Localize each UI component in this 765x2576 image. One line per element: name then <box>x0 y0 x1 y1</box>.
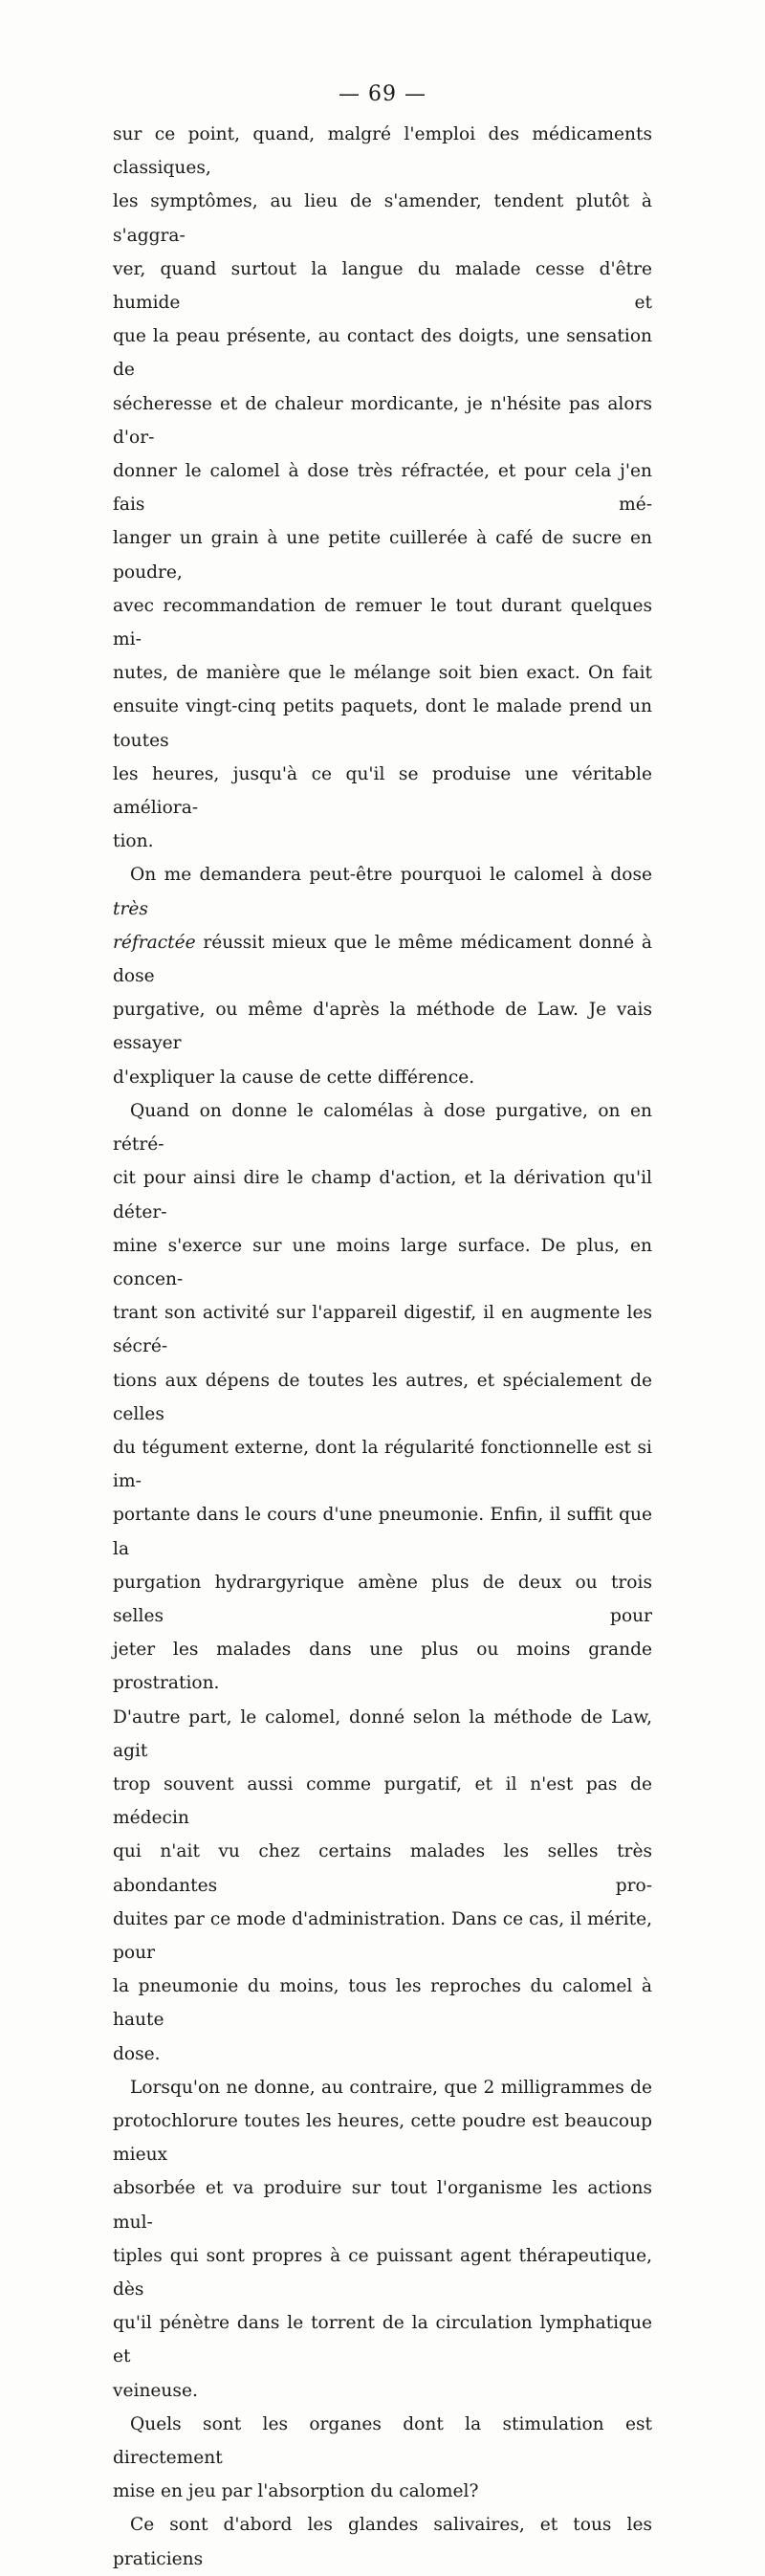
text-line <box>113 926 652 993</box>
text-line: tiples qui sont propres à ce puissant agent thérapeutique, dès <box>113 2245 652 2300</box>
text-line: trant son activité sur l'appareil digestif, il en augmente les sécré- <box>113 1303 652 1357</box>
text-line: sur ce point, quand, malgré l'emploi des médicaments classiques, <box>113 124 652 179</box>
text-line: la pneumonie du moins, tous les reproches du calomel à haute <box>113 1976 652 2031</box>
paragraph-1 <box>113 118 652 858</box>
text-line: Quels sont les organes dont la stimulation est directement <box>113 2413 652 2469</box>
text-line: donner le calomel à dose très réfractée, et pour cela j'en fais mé- <box>113 461 652 516</box>
paragraph-3 <box>113 1094 652 2071</box>
text-line: purgative, ou même d'après la méthode de Law. Je vais essayer <box>113 1000 652 1054</box>
text-line: absorbée et va produire sur tout l'organisme les actions mul- <box>113 2178 652 2233</box>
text-line: d'expliquer la cause de cette différence. <box>113 1067 475 1088</box>
text-line: jeter les malades dans une plus ou moins grande prostration. <box>113 1640 652 1694</box>
text-line: nutes, de manière que le mélange soit bien exact. On fait <box>113 663 652 684</box>
text-line: langer un grain à une petite cuillerée à café de sucre en poudre, <box>113 528 652 583</box>
text-line: les symptômes, au lieu de s'amender, tendent plutôt à s'aggra- <box>113 191 652 246</box>
text-line: que la peau présente, au contact des doigts, une sensation de <box>113 326 652 381</box>
text-span: On me demandera peut-être pourquoi le calomel à dose <box>130 865 652 886</box>
text-line: avec recommandation de remuer le tout durant quelques mi- <box>113 595 652 650</box>
text-line: ensuite vingt-cinq petits paquets, dont le malade prend un toutes <box>113 696 652 751</box>
text-line: Quand on donne le calomélas à dose purgative, on en rétré- <box>113 1100 652 1156</box>
text-line: qu'il pénètre dans le torrent de la circulation lymphatique et <box>113 2313 652 2367</box>
text-line: duites par ce mode d'administration. Dans ce cas, il mérite, pour <box>113 1908 652 1963</box>
italic-text: réfractée <box>113 932 196 953</box>
text-line: D'autre part, le calomel, donné selon la méthode de Law, agit <box>113 1706 652 1761</box>
paragraph-5 <box>113 2408 652 2576</box>
text-line: tions aux dépens de toutes les autres, et spécialement de celles <box>113 1370 652 1424</box>
text-line: les heures, jusqu'à ce qu'il se produise une véritable améliora- <box>113 763 652 819</box>
paragraph-2 <box>113 858 652 1093</box>
text-line: Lorsqu'on ne donne, au contraire, que 2 milligrammes de <box>130 2077 652 2098</box>
text-line: ver, quand surtout la langue du malade cesse d'être humide et <box>113 258 652 314</box>
text-line: protochlorure toutes les heures, cette poudre est beaucoup mieux <box>113 2110 652 2166</box>
text-line: qui n'ait vu chez certains malades les selles très abondantes pro- <box>113 1841 652 1896</box>
page-number: — 69 — <box>339 82 426 106</box>
text-line: tion. <box>113 831 154 852</box>
text-line: mine s'exerce sur une moins large surface. De plus, en concen- <box>113 1235 652 1289</box>
book-page <box>113 82 652 2569</box>
text-line: dose. <box>113 2043 161 2064</box>
text-line <box>113 858 652 925</box>
italic-text: très <box>113 898 148 919</box>
text-line: purgation hydrargyrique amène plus de deux ou trois selles pour <box>113 1572 652 1626</box>
text-line: veineuse. <box>113 2380 198 2401</box>
text-line: Ce sont d'abord les glandes salivaires, et tous les praticiens <box>113 2515 652 2569</box>
text-line: du tégument externe, dont la régularité fonctionnelle est si im- <box>113 1437 652 1492</box>
text-line: cit pour ainsi dire le champ d'action, et la dérivation qu'il déter- <box>113 1168 652 1222</box>
paragraph-4 <box>113 2071 652 2408</box>
text-line: portante dans le cours d'une pneumonie. Enfin, il suffit que la <box>113 1505 652 1559</box>
text-line: sécheresse et de chaleur mordicante, je n'hésite pas alors d'or- <box>113 393 652 448</box>
text-span: réussit mieux que le même médicament donné à dose <box>113 932 652 987</box>
text-line: trop souvent aussi comme purgatif, et il n'est pas de médecin <box>113 1773 652 1829</box>
text-line: mise en jeu par l'absorption du calomel? <box>113 2481 479 2502</box>
